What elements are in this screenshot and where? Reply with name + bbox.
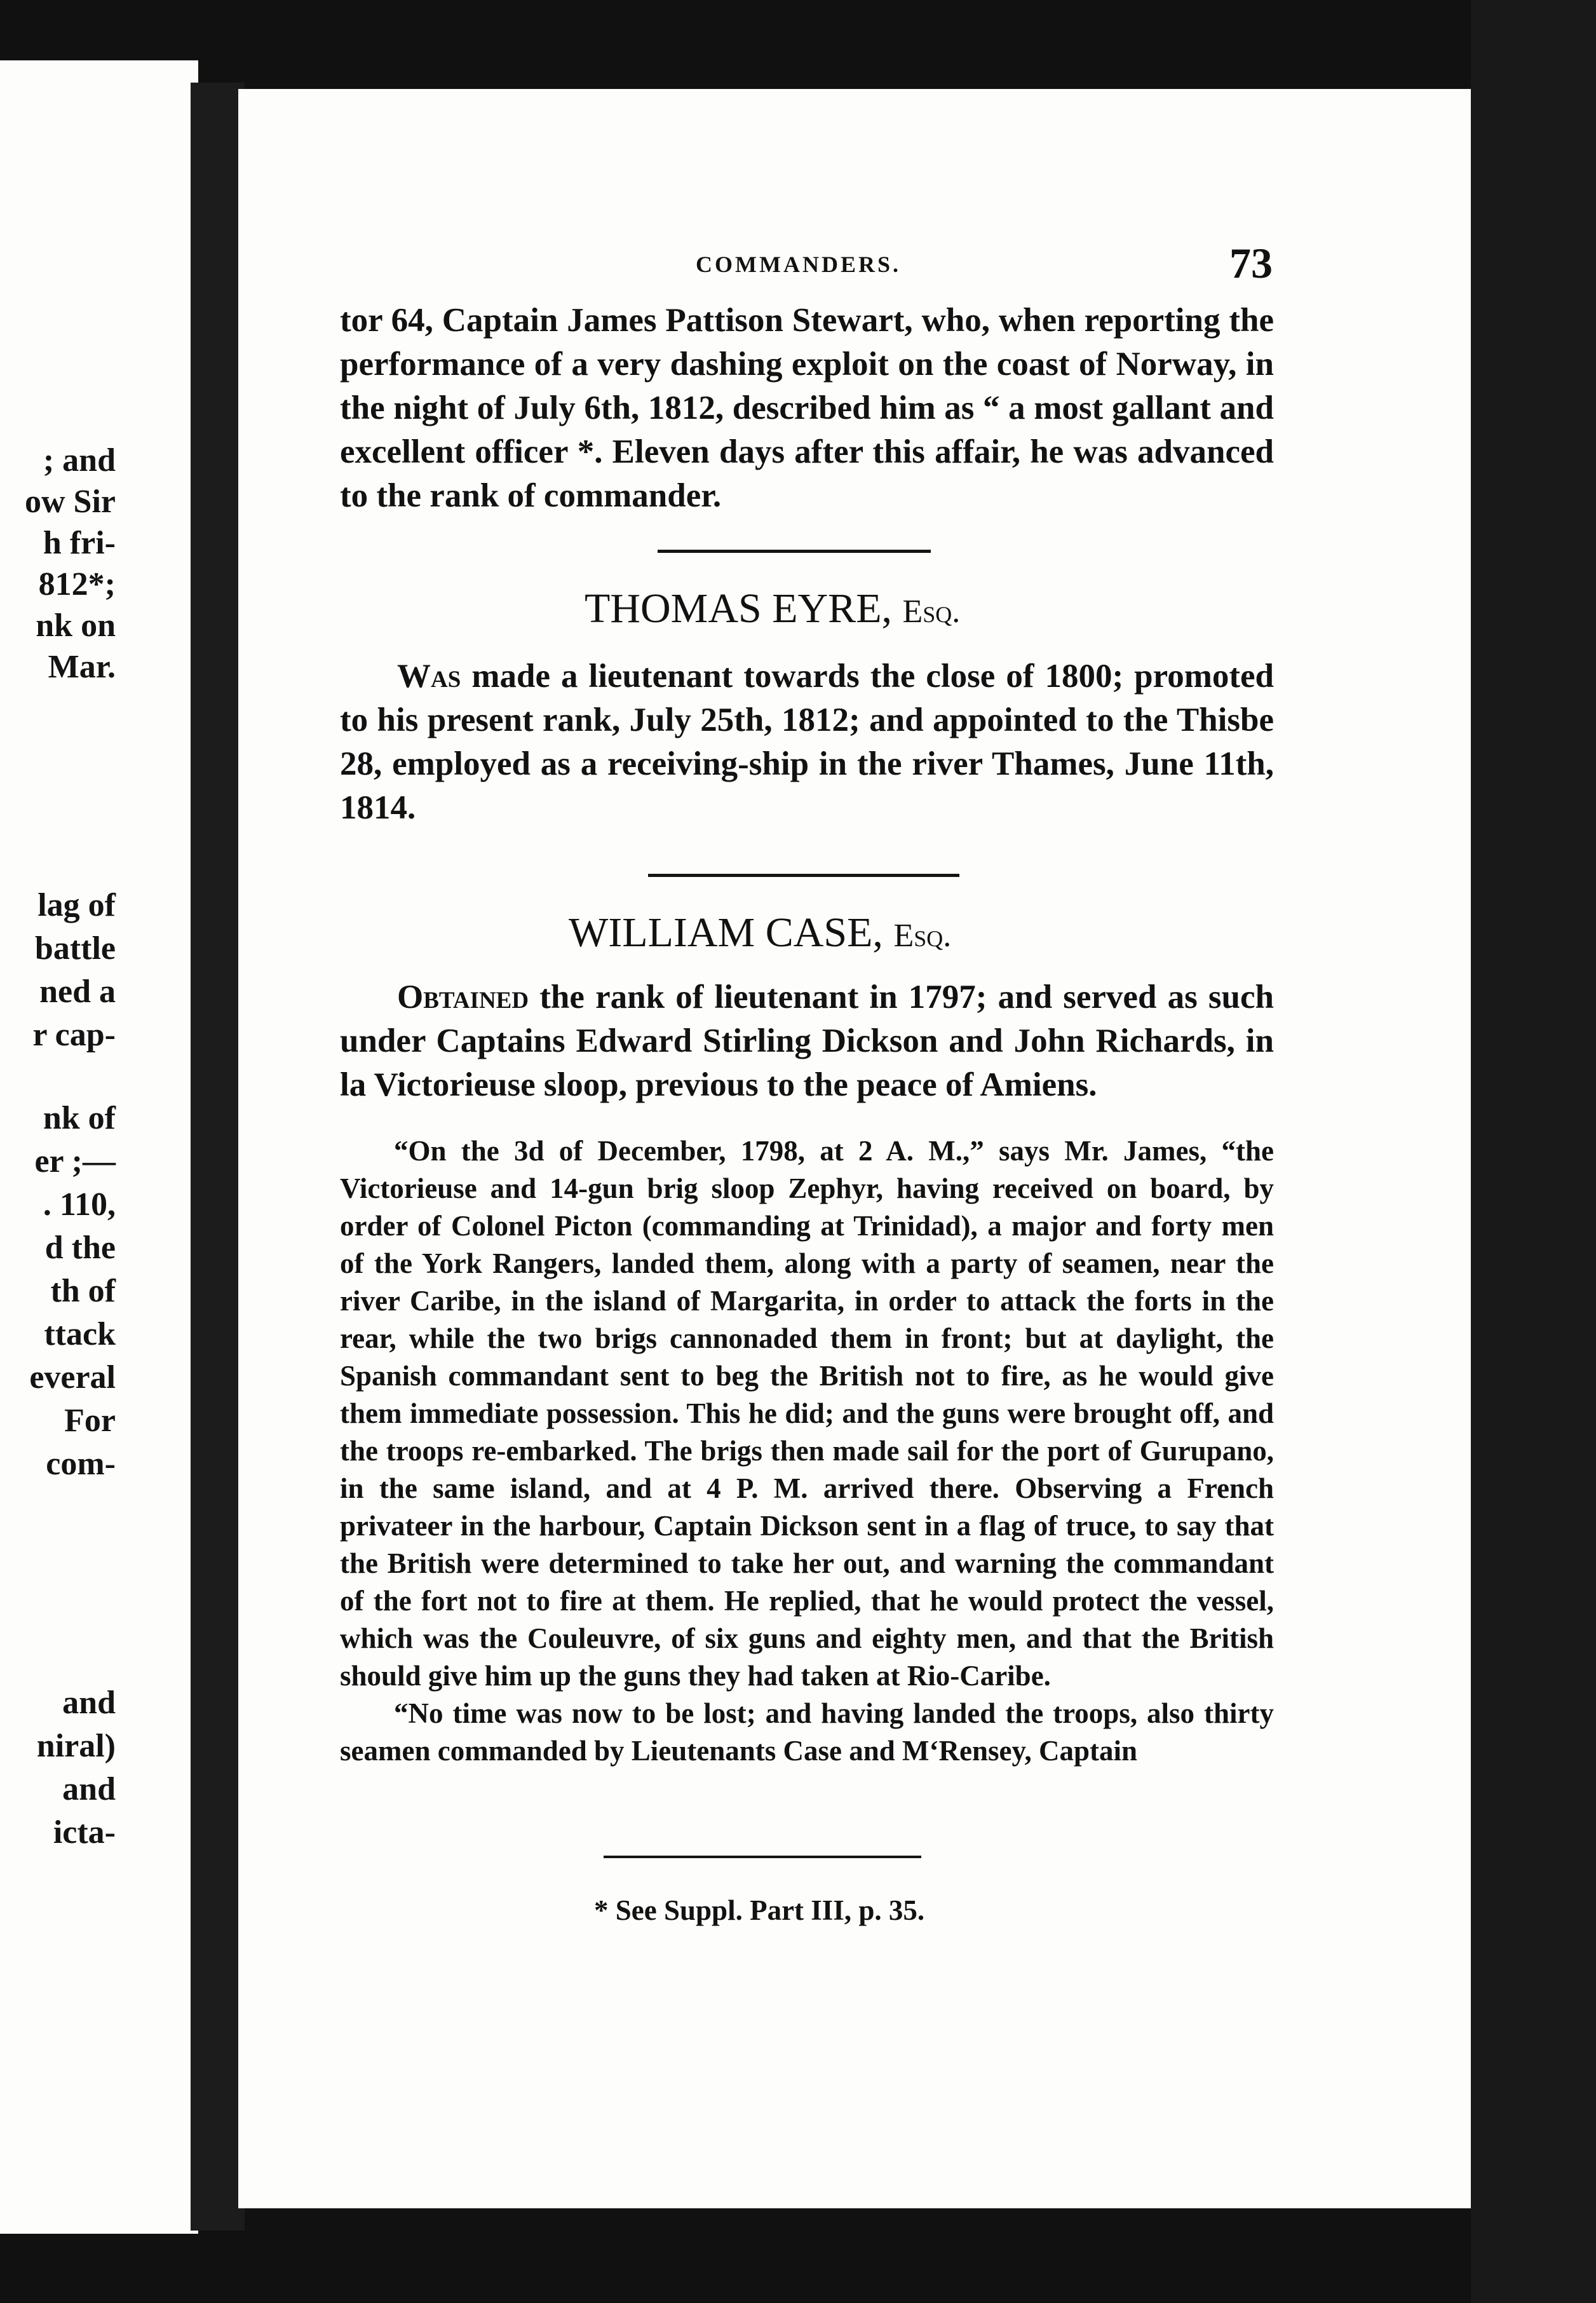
heading-name: THOMAS EYRE, [585,585,893,632]
left-fragment: com- [46,1446,116,1482]
page-number: 73 [1229,239,1273,287]
case-lead-word: Obtained [397,979,529,1016]
left-fragment: Mar. [48,649,116,685]
section-case-body [340,975,1274,1770]
footnote-rule [604,1856,921,1858]
heading-name: WILLIAM CASE, [569,909,883,956]
section-heading-eyre [585,585,960,633]
left-fragment: everal [29,1359,116,1396]
section-divider [648,874,959,877]
left-fragment: ow Sir [25,484,116,520]
book-gutter [191,83,245,2231]
quoted-passage-continued: “No time was now to be lost; and having landed the troops, also thirty seamen commanded by Lieutenants Case and M‘Rensey, Captain [340,1697,1274,1767]
case-text: the rank of lieutenant in 1797; and served as such under Captains Edward Stirling Dickson and John Richards, in la Victorieuse sloop, previous to the peace of Amiens. [340,979,1274,1103]
opening-paragraph-block [340,299,1274,518]
book-page [238,89,1471,2208]
left-fragment: and [62,1771,116,1807]
eyre-lead-word: Was [397,658,461,695]
left-fragment: r cap- [32,1017,116,1053]
left-fragment: battle [34,930,116,967]
section-divider [658,550,931,553]
left-fragment: 812*; [38,566,116,602]
left-fragment: and [62,1685,116,1721]
opening-paragraph: tor 64, Captain James Pattison Stewart, who, when reporting the performance of a very dashing exploit on the coast of Norway, in the night of July 6th, 1812, described him as “ a most gallant and excellent officer *. Eleven days after this affair, he was advanced to the rank of commander. [340,302,1274,514]
left-fragment: h fri- [43,525,116,561]
left-fragment: ned a [39,974,116,1010]
previous-page-fragment [0,60,198,2234]
eyre-paragraph [340,655,1274,830]
footnote: * See Suppl. Part III, p. 35. [594,1894,925,1926]
left-fragment: nk of [43,1100,116,1136]
left-fragment: er ;— [34,1143,116,1179]
left-fragment: ; and [43,442,116,479]
eyre-text: made a lieutenant towards the close of 1800; promoted to his present rank, July 25th, 1812; and appointed to the Thisbe 28, employed as a receiving-ship in the river Thames, June 11th, 1814. [340,658,1274,826]
case-paragraph [340,975,1274,1107]
left-fragment: For [64,1403,116,1439]
quoted-passage: “On the 3d of December, 1798, at 2 A. M.,” says Mr. James, “the Victorieuse and 14-gun brig sloop Zephyr, having received on board, by order of Colonel Picton (commanding at Trinidad), a major and forty men of the York Rangers, landed them, along with a party of seamen, near the river Caribe, in the island of Margarita, in order to attack the forts in the rear, while the two brigs cannonaded them in front; but at daylight, the Spanish commandant sent to beg the British not to fire, as he would give them immediate possession. This he did; and the guns were brought off, and the troops re-embarked. The brigs then made sail for the port of Gurupano, in the same island, and at 4 P. M. arrived there. Observing a French privateer in the harbour, Captain Dickson sent in a flag of truce, to say that the British were determined to take her out, and warning the commandant of the fort not to fire at them. He replied, that he would protect the vessel, which was the Couleuvre, of six guns and eighty men, and that the British should give him up the guns they had taken at Rio-Caribe. [340,1135,1274,1692]
scan-background-edge [1471,0,1596,2303]
left-fragment: th of [50,1273,116,1309]
left-fragment: niral) [36,1728,116,1764]
left-fragment: icta- [53,1814,116,1851]
left-fragment: lag of [37,887,116,923]
heading-suffix: Esq. [902,594,961,630]
left-fragment: nk on [36,608,116,644]
running-head: COMMANDERS. [696,252,901,277]
section-heading-case [569,909,951,957]
heading-suffix: Esq. [893,918,952,954]
left-fragment: d the [44,1230,116,1266]
section-eyre-body [340,655,1274,830]
left-fragment: . 110, [43,1186,116,1223]
left-fragment: ttack [44,1316,116,1352]
